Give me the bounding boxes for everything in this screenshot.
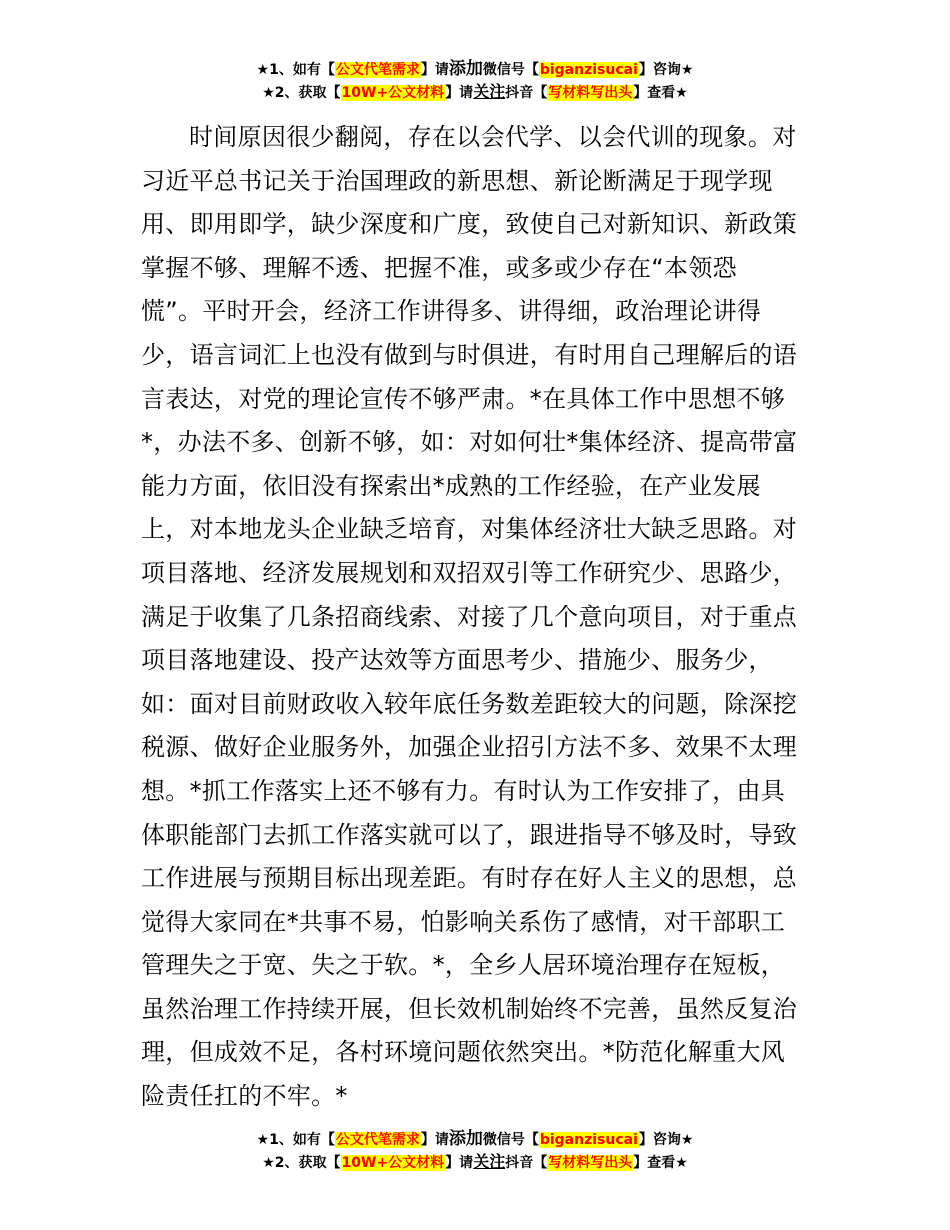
highlight-materials: 10W+公文材料 [341,1155,445,1171]
body-line: 如：面对目前财政收入较年底任务数差距较大的问题，除深挖 [141,689,798,718]
highlight-douyin-id: 写材料写出头 [548,1155,633,1171]
highlight-service: 公文代笔需求 [335,1132,420,1148]
header-ad-banner [0,58,950,104]
footer-ad-line-1 [0,1128,950,1151]
body-line: 满足于收集了几条招商线索、对接了几个意向项目，对于重点 [141,602,798,631]
body-line: 言表达，对党的理论宣传不够严肃。*在具体工作中思想不够 [141,384,786,413]
body-line: 习近平总书记关于治国理政的新思想、新论断满足于现学现 [141,166,773,195]
body-line: 掌握不够、理解不透、把握不准，或多或少存在“本领恐 [141,253,737,282]
body-line: *，办法不多、创新不够，如：对如何壮*集体经济、提高带富 [141,428,798,457]
banner-text: 】请 [445,1155,474,1171]
banner-emphasis: 关注 [473,1152,506,1171]
body-line: 税源、做好企业服务外，加强企业招引方法不多、效果不太理 [141,733,798,762]
banner-text: 】咨询★ [638,62,694,78]
body-line: 时间原因很少翻阅，存在以会代学、以会代训的现象。对 [189,123,797,151]
body-line: 管理失之于宽、失之于软。*，全乡人居环境治理存在短板， [141,951,786,980]
highlight-wechat-id: biganzisucai [539,1132,638,1148]
body-line: 项目落地建设、投产达效等方面思考少、措施少、服务少， [141,646,773,675]
highlight-materials: 10W+公文材料 [341,85,445,101]
body-line: 想。*抓工作落实上还不够有力。有时认为工作安排了，由具 [141,776,786,805]
banner-text: 】查看★ [633,1155,688,1171]
footer-ad-banner [0,1128,950,1174]
highlight-wechat-id: biganzisucai [539,62,638,78]
body-line: 体职能部门去抓工作落实就可以了，跟进指导不够及时，导致 [141,820,798,849]
banner-text: 微信号【 [482,1132,539,1148]
body-line: 用、即用即学，缺少深度和广度，致使自己对新知识、新政策 [141,210,798,239]
banner-text: ★2、获取【 [262,1155,341,1171]
body-line: 少，语言词汇上也没有做到与时俱进，有时用自己理解后的语 [141,340,798,369]
banner-text: 微信号【 [482,62,539,78]
footer-ad-line-2 [0,1151,950,1174]
header-ad-line-1 [0,58,950,81]
body-line: 慌”。平时开会，经济工作讲得多、讲得细，政治理论讲得 [141,297,762,326]
body-line: 险责任扛的不牢。* [141,1082,348,1111]
banner-text: ★1、如有【 [256,62,335,78]
banner-text: 】请 [420,1132,449,1148]
highlight-douyin-id: 写材料写出头 [548,85,633,101]
body-line: 理，但成效不足，各村环境问题依然突出。*防范化解重大风 [141,1038,786,1067]
banner-text: 抖音【 [505,1155,548,1171]
banner-text: 】查看★ [633,85,688,101]
banner-emphasis: 添加 [448,59,483,79]
banner-text: 】请 [420,62,449,78]
body-line: 项目落地、经济发展规划和双招双引等工作研究少、思路少， [141,558,798,587]
banner-text: ★2、获取【 [262,85,341,101]
body-line: 工作进展与预期目标出现差距。有时存在好人主义的思想，总 [141,864,798,893]
banner-text: 抖音【 [505,85,548,101]
banner-emphasis: 关注 [473,82,506,101]
body-line: 觉得大家同在*共事不易，怕影响关系伤了感情，对干部职工 [141,907,786,936]
banner-text: ★1、如有【 [256,1132,335,1148]
document-body [141,116,813,1119]
banner-text: 】请 [445,85,474,101]
banner-text: 】咨询★ [638,1132,694,1148]
highlight-service: 公文代笔需求 [335,62,420,78]
body-line: 能力方面，依旧没有探索出*成熟的工作经验，在产业发展 [141,471,761,500]
body-line: 上，对本地龙头企业缺乏培育，对集体经济壮大缺乏思路。对 [141,515,798,544]
body-line: 虽然治理工作持续开展，但长效机制始终不完善，虽然反复治 [141,994,798,1023]
banner-emphasis: 添加 [448,1129,483,1149]
header-ad-line-2 [0,81,950,104]
